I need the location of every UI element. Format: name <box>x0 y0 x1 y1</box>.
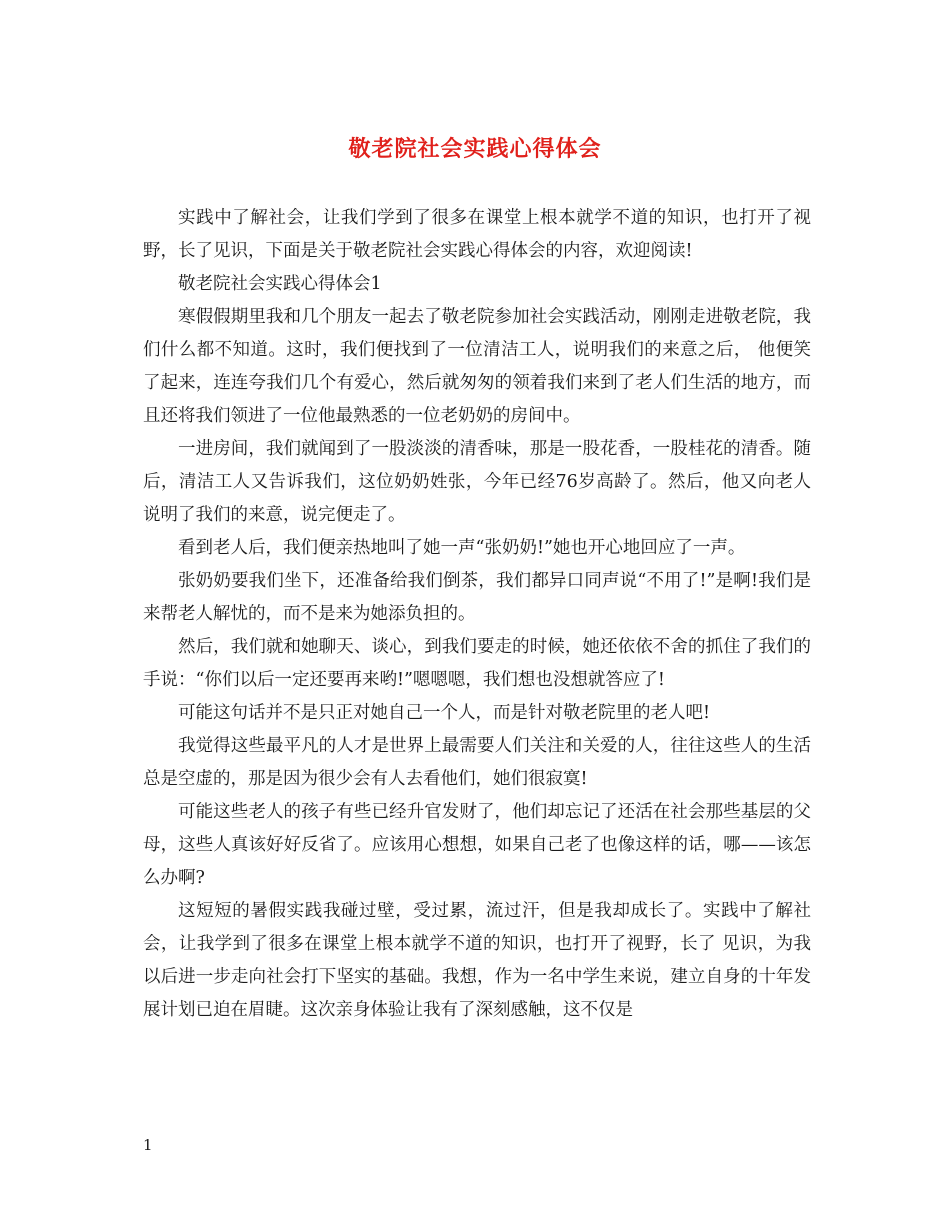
paragraph: 一进房间，我们就闻到了一股淡淡的清香味，那是一股花香，一股桂花的清香。随后，清洁工人又告诉我们，这位奶奶姓张，今年已经76岁高龄了。然后，他又向老人说明了我们的来意，说完便走了。 <box>143 439 811 525</box>
page-number: 1 <box>143 1136 153 1154</box>
paragraph: 看到老人后，我们便亲热地叫了她一声“张奶奶!”她也开心地回应了一声。 <box>178 538 746 558</box>
paragraph: 然后，我们就和她聊天、谈心，到我们要走的时候，她还依依不舍的抓住了我们的手说：“你们以后一定还要再来哟!”嗯嗯嗯，我们想也没想就答应了! <box>143 637 811 690</box>
paragraph: 我觉得这些最平凡的人才是世界上最需要人们关注和关爱的人，往往这些人的生活总是空虚的，那是因为很少会有人去看他们，她们很寂寞! <box>143 736 811 789</box>
document-title: 敬老院社会实践心得体会 <box>348 136 602 162</box>
paragraph: 可能这些老人的孩子有些已经升官发财了，他们却忘记了还活在社会那些基层的父母，这些人真该好好反省了。应该用心想想，如果自己老了也像这样的话，哪——该怎么办啊? <box>143 802 811 888</box>
paragraph-intro: 实践中了解社会，让我们学到了很多在课堂上根本就学不道的知识，也打开了视野，长了见识，下面是关于敬老院社会实践心得体会的内容，欢迎阅读! <box>143 208 811 261</box>
paragraph: 可能这句话并不是只正对她自己一个人，而是针对敬老院里的老人吧! <box>178 703 711 723</box>
section-heading: 敬老院社会实践心得体会1 <box>178 274 382 294</box>
paragraph: 这短短的暑假实践我碰过壁，受过累，流过汗，但是我却成长了。实践中了解社会，让我学到了很多在课堂上根本就学不道的知识，也打开了视野，长了 见识，为我以后进一步走向社会打下坚实的基础。我想，作为一名中学生来说，建立自身的十年发展计划已迫在眉睫。这次亲身体验让我有了深刻感触，这不仅是 <box>143 901 811 1020</box>
paragraph: 寒假假期里我和几个朋友一起去了敬老院参加社会实践活动，刚刚走进敬老院，我们什么都不知道。这时，我们便找到了一位清洁工人，说明我们的来意之后， 他便笑了起来，连连夸我们几个有爱心，然后就匆匆的领着我们来到了老人们生活的地方，而且还将我们领进了一位他最熟悉的一位老奶奶的房间中。 <box>143 307 811 426</box>
document-body <box>143 202 811 1027</box>
paragraph: 张奶奶要我们坐下，还准备给我们倒茶，我们都异口同声说“不用了!”是啊!我们是来帮老人解忧的，而不是来为她添负担的。 <box>143 571 811 624</box>
